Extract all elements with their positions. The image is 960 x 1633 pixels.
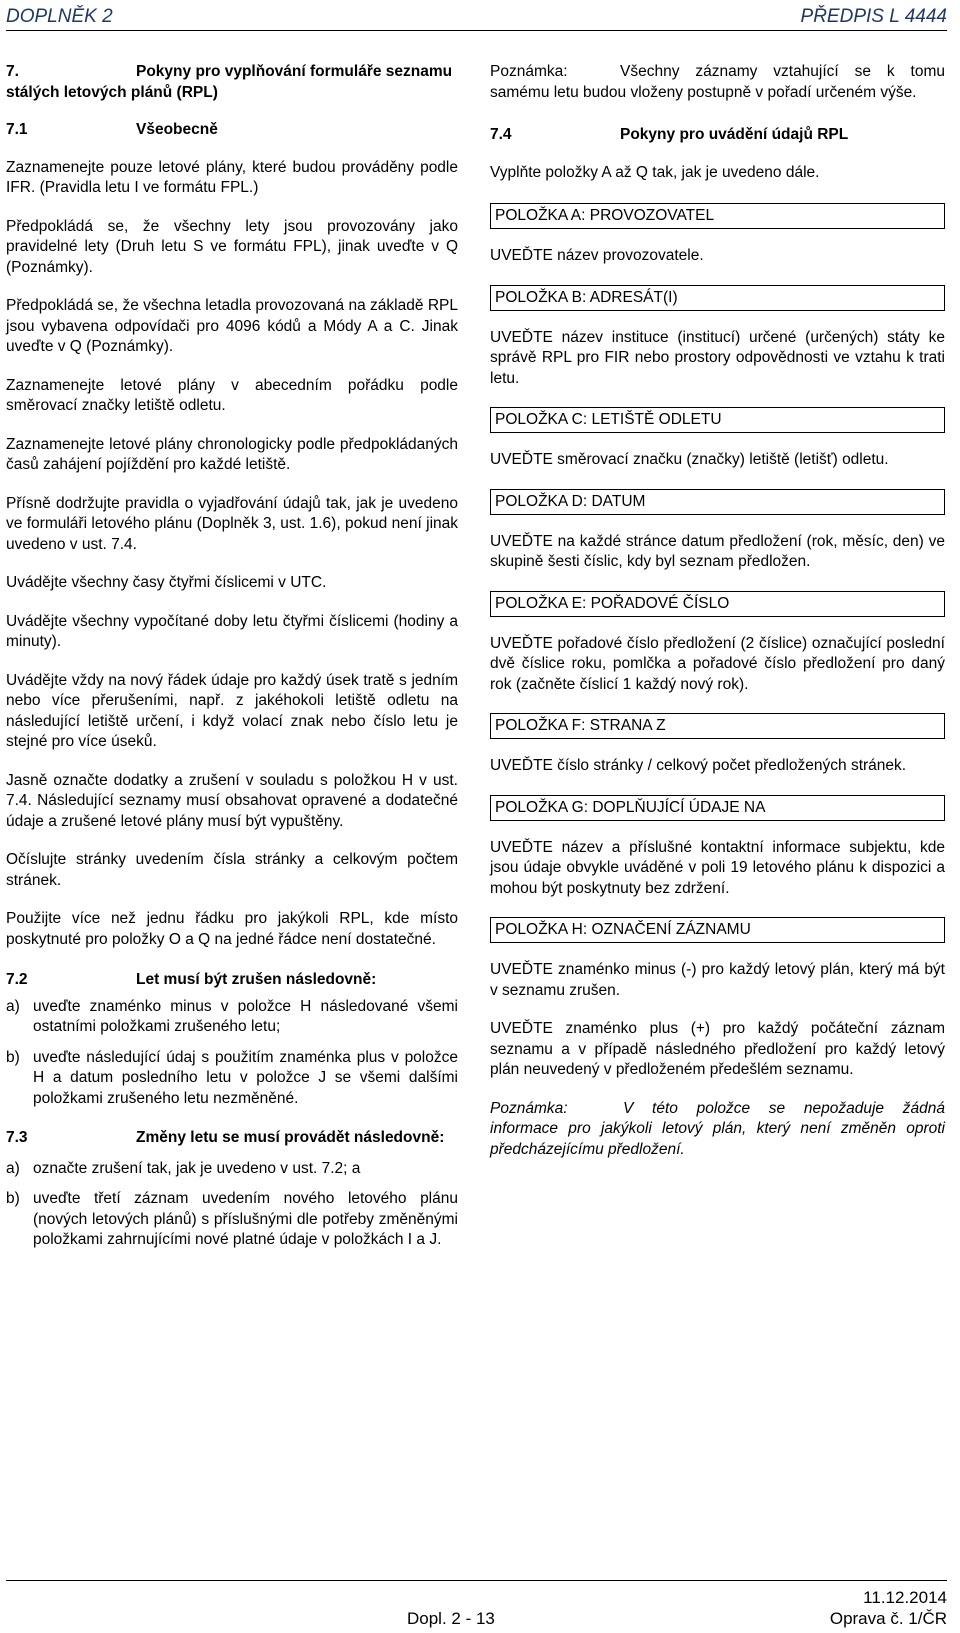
header-right: PŘEDPIS L 4444 bbox=[800, 6, 947, 27]
paragraph: Jasně označte dodatky a zrušení v souladu s položkou H v ust. 7.4. Následující seznamy musí obsahovat opravené a dodatečné údaje a zrušené letové plány musí být vypuštěny. bbox=[6, 771, 458, 830]
paragraph: UVEĎTE název instituce (institucí) určené (určených) státy ke správě RPL pro FIR nebo prostory odpovědnosti ve vztahu k trati letu. bbox=[490, 328, 945, 387]
paragraph: UVEĎTE název provozovatele. bbox=[490, 247, 704, 264]
list-item: b) uveďte třetí záznam uvedením nového letového plánu (nových letových plánů) s příslušnými dle potřeby změněnými položkami zahrnujícími nové platné údaje v položkách I a J. bbox=[6, 1190, 458, 1248]
section-7-2-heading: 7.2 Let musí být zrušen následovně: bbox=[6, 971, 377, 988]
paragraph: Předpokládá se, že všechna letadla provozovaná na základě RPL jsou vybavena odpovídači pro 4096 kódů a Módy A a C. Jinak uveďte v Q (Poznámky). bbox=[6, 297, 458, 355]
right-column bbox=[490, 62, 945, 1178]
left-column bbox=[6, 62, 458, 1261]
header-left: DOPLNĚK 2 bbox=[6, 6, 113, 27]
page-number: Dopl. 2 - 13 bbox=[407, 1609, 495, 1628]
paragraph: Vyplňte položky A až Q tak, jak je uvedeno dále. bbox=[490, 163, 820, 181]
footer-date: 11.12.2014 bbox=[863, 1588, 947, 1607]
section-7-1-heading: 7.1 Všeobecně bbox=[6, 121, 218, 138]
item-c-box: POLOŽKA C: LETIŠTĚ ODLETU bbox=[490, 407, 945, 433]
paragraph: Očíslujte stránky uvedením čísla stránky a celkovým počtem stránek. bbox=[6, 851, 458, 889]
item-a-box: POLOŽKA A: PROVOZOVATEL bbox=[490, 203, 945, 229]
footer-amendment: Oprava č. 1/ČR bbox=[829, 1609, 947, 1628]
item-e-box: POLOŽKA E: POŘADOVÉ ČÍSLO bbox=[490, 591, 945, 617]
item-f-box: POLOŽKA F: STRANA Z bbox=[490, 713, 945, 739]
note: Poznámka: Všechny záznamy vztahující se k tomu samému letu budou vloženy postupně v pořadí určeném výše. bbox=[490, 63, 945, 101]
list-item: b) uveďte následující údaj s použitím znaménka plus v položce H a datum posledního letu v položce J se všemi dalšími položkami zrušeného letu nezměněné. bbox=[6, 1048, 458, 1107]
section-7-heading: 7. Pokyny pro vyplňování formuláře seznamu stálých letových plánů (RPL) bbox=[6, 63, 453, 101]
section-7-4-heading: 7.4 Pokyny pro uvádění údajů RPL bbox=[490, 126, 849, 143]
paragraph: Uvádějte všechny vypočítané doby letu čtyřmi číslicemi (hodiny a minuty). bbox=[6, 612, 458, 650]
paragraph: UVEĎTE znaménko plus (+) pro každý počáteční záznam seznamu a v případě následného předložení pro každý letový plán neuvedený v předloženém předešlém seznamu. bbox=[490, 1020, 945, 1078]
item-h-box: POLOŽKA H: OZNAČENÍ ZÁZNAMU bbox=[490, 917, 945, 943]
page-header bbox=[6, 4, 947, 31]
paragraph: Zaznamenejte letové plány v abecedním pořádku podle směrovací značky letiště odletu. bbox=[6, 376, 458, 414]
paragraph: Zaznamenejte letové plány chronologicky podle předpokládaných časů zahájení pojíždění pro každé letiště. bbox=[6, 435, 458, 473]
paragraph: Přísně dodržujte pravidla o vyjadřování údajů tak, jak je uvedeno ve formuláři letového plánu (Doplněk 3, ust. 1.6), pokud není jinak uvedeno v ust. 7.4. bbox=[6, 494, 458, 553]
paragraph: UVEĎTE znaménko minus (-) pro každý letový plán, který má být v seznamu zrušen. bbox=[490, 961, 945, 999]
paragraph: UVEĎTE číslo stránky / celkový počet předložených stránek. bbox=[490, 757, 907, 774]
item-b-box: POLOŽKA B: ADRESÁT(I) bbox=[490, 285, 945, 311]
paragraph: Zaznamenejte pouze letové plány, které budou prováděny podle IFR. (Pravidla letu I ve formátu FPL.) bbox=[6, 158, 458, 196]
list-item: a) označte zrušení tak, jak je uvedeno v ust. 7.2; a bbox=[6, 1159, 361, 1177]
section-7-3-heading: 7.3 Změny letu se musí provádět následovně: bbox=[6, 1129, 445, 1146]
item-d-box: POLOŽKA D: DATUM bbox=[490, 489, 945, 515]
paragraph: UVEĎTE název a příslušné kontaktní informace subjektu, kde jsou údaje obvykle uváděné v poli 19 letového plánu k dispozici a mohou být poskytnuty bez zdržení. bbox=[490, 838, 945, 897]
paragraph: Předpokládá se, že všechny lety jsou provozovány jako pravidelné lety (Druh letu S ve formátu FPL), jinak uveďte v Q (Poznámky). bbox=[6, 217, 458, 276]
item-g-box: POLOŽKA G: DOPLŇUJÍCÍ ÚDAJE NA bbox=[490, 795, 945, 821]
paragraph: UVEĎTE na každé stránce datum předložení (rok, měsíc, den) ve skupině šesti číslic, kdy byl seznam předložen. bbox=[490, 532, 945, 570]
footer-date-block bbox=[830, 1587, 947, 1629]
paragraph: UVEĎTE směrovací značku (značky) letiště (letišť) odletu. bbox=[490, 451, 889, 468]
paragraph: Uvádějte všechny časy čtyřmi číslicemi v UTC. bbox=[6, 574, 327, 591]
note: Poznámka: V této položce se nepožaduje žádná informace pro jakýkoli letový plán, který není změněn oproti předcházejícímu předložení. bbox=[490, 1099, 945, 1158]
page-footer bbox=[6, 1580, 947, 1633]
paragraph: UVEĎTE pořadové číslo předložení (2 číslice) označující poslední dvě číslice roku, pomlčka a pořadové číslo předložení pro daný rok (začněte číslicí 1 každý nový rok). bbox=[490, 634, 945, 693]
paragraph: Uvádějte vždy na nový řádek údaje pro každý úsek tratě s jedním nebo více přerušeními, např. z jakéhokoli letiště odletu na následující letiště určení, i když volací znak nebo číslo letu je stejné pro více úseků. bbox=[6, 671, 458, 750]
list-item: a) uveďte znaménko minus v položce H následované všemi ostatními položkami zrušeného letu; bbox=[6, 997, 458, 1035]
paragraph: Použijte více než jednu řádku pro jakýkoli RPL, kde místo poskytnuté pro položky O a Q na jedné řádce není dostatečné. bbox=[6, 910, 458, 948]
